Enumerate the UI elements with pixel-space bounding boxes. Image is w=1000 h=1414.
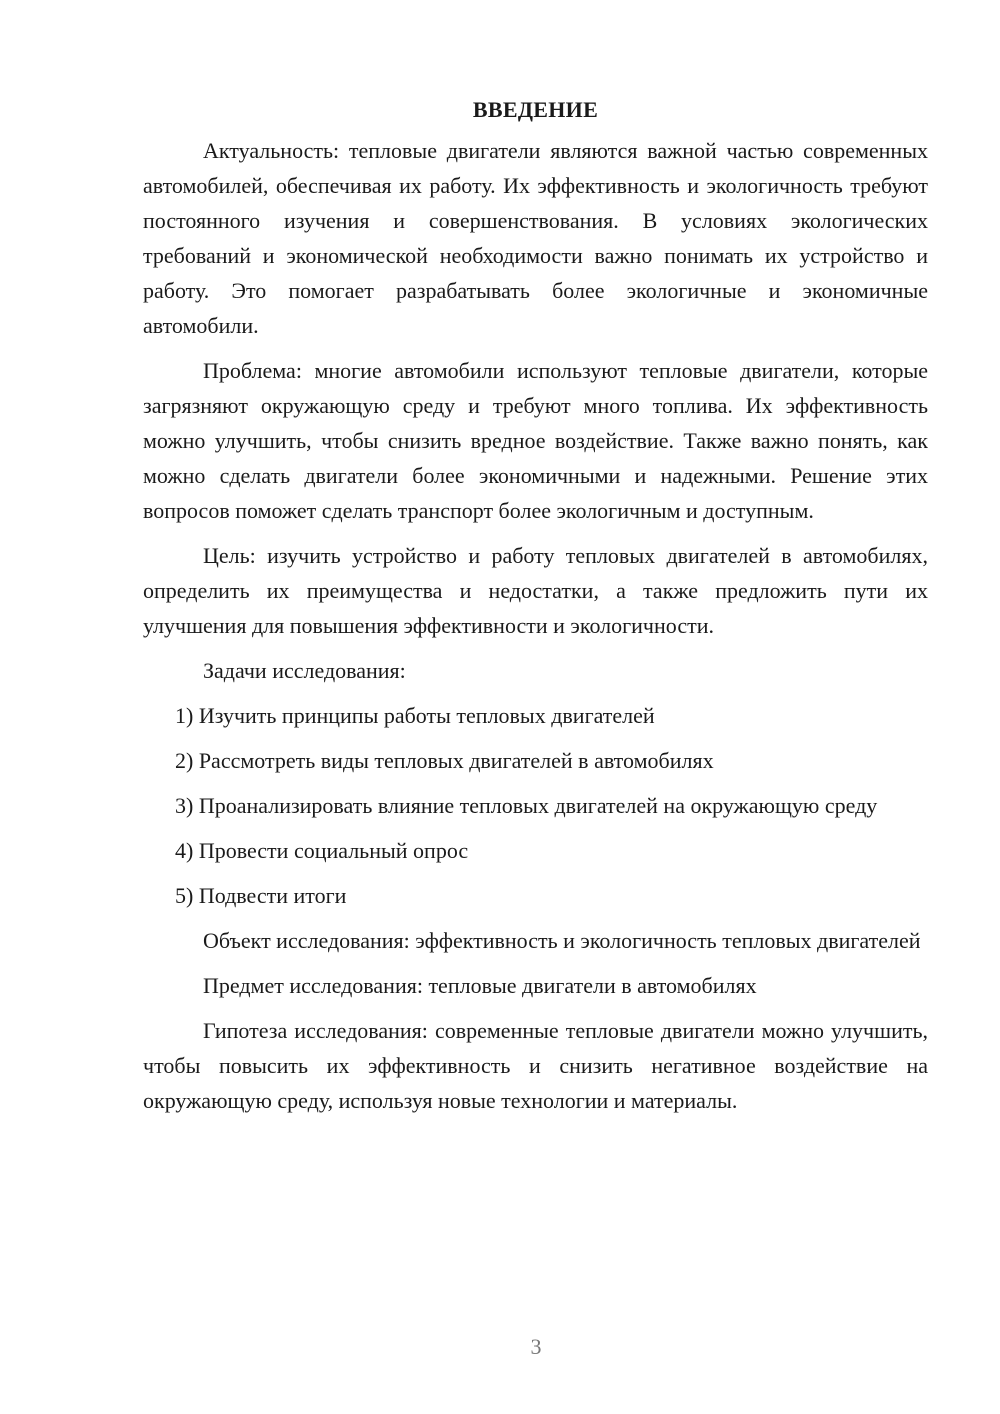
section-heading: ВВЕДЕНИЕ — [472, 97, 599, 122]
page-number: 3 — [530, 1334, 542, 1359]
problem-paragraph: Проблема: многие автомобили используют тепловые двигатели, которые загрязняют окружающую среду и требуют много топлива. Их эффективность можно улучшить, чтобы снизить вредное воздействие. Также важно понять, как можно сделать двигатели более экономичными и надежными. Решение этих вопросов поможет сделать транспорт более экологичным и доступным. — [143, 358, 928, 523]
task-item: 3) Проанализировать влияние тепловых двигателей на окружающую среду — [175, 793, 878, 818]
hypothesis-paragraph: Гипотеза исследования: современные тепловые двигатели можно улучшить, чтобы повысить их эффективность и снизить негативное воздействие на окружающую среду, используя новые технологии и материалы. — [143, 1018, 928, 1113]
relevance-paragraph: Актуальность: тепловые двигатели являются важной частью современных автомобилей, обеспечивая их работу. Их эффективность и экологичность требуют постоянного изучения и совершенствования. В условиях экологических требований и экономической необходимости важно понимать их устройство и работу. Это помогает разрабатывать более экологичные и экономичные автомобили. — [143, 138, 928, 338]
goal-paragraph: Цель: изучить устройство и работу тепловых двигателей в автомобилях, определить их преимущества и недостатки, а также предложить пути их улучшения для повышения эффективности и экологичности. — [143, 543, 928, 638]
task-item: 5) Подвести итоги — [175, 883, 347, 908]
tasks-list — [143, 698, 928, 913]
task-item: 4) Провести социальный опрос — [175, 838, 469, 863]
object-paragraph: Объект исследования: эффективность и экологичность тепловых двигателей — [203, 928, 921, 953]
tasks-heading: Задачи исследования: — [203, 658, 406, 683]
task-item: 1) Изучить принципы работы тепловых двигателей — [175, 703, 655, 728]
task-item: 2) Рассмотреть виды тепловых двигателей в автомобилях — [175, 748, 714, 773]
document-page — [143, 92, 928, 1128]
subject-paragraph: Предмет исследования: тепловые двигатели в автомобилях — [203, 973, 757, 998]
